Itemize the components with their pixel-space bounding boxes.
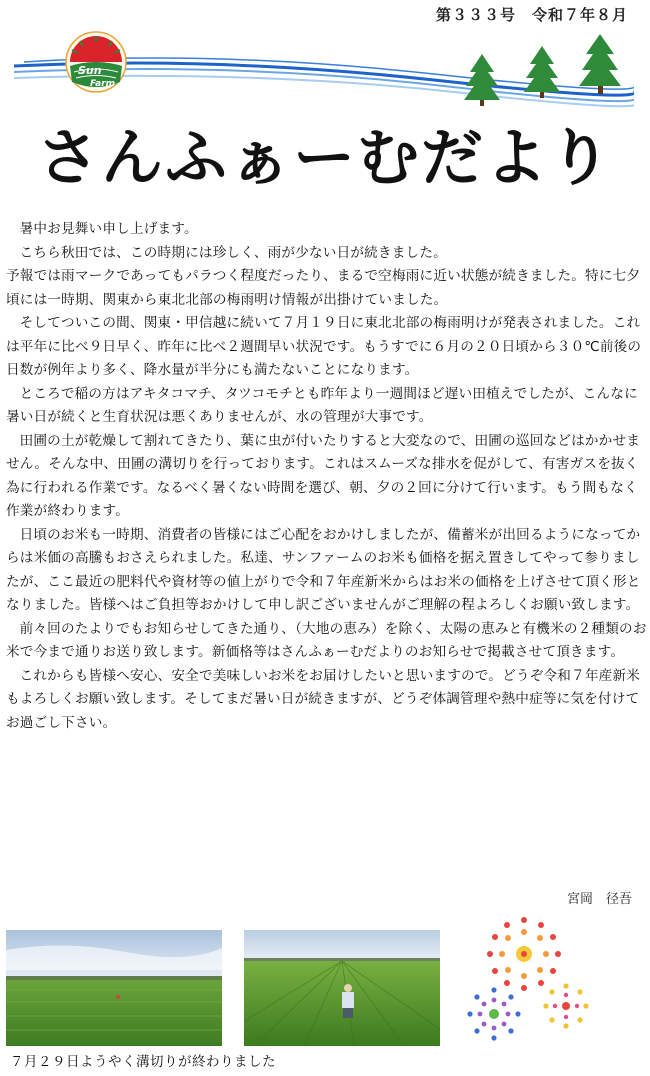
- header-band: [14, 28, 634, 108]
- logo-text-farm: Farm: [90, 79, 116, 89]
- body-text: [6, 218, 648, 735]
- issue-number-date: 第３３３号 令和７年８月: [435, 6, 628, 24]
- author-signature: 宮岡 径吾: [566, 892, 632, 907]
- paragraph: これからも皆様へ安心、安全で美味しいお米をお届けしたいと思いますので。どうぞ令和７年産新米もよろしくお願い致します。そしてまだ暑い日が続きますが、どうぞ体調管理や熱中症等に気を付けてお過ごし下さい。: [6, 667, 641, 731]
- paragraph: 前々回のたよりでもお知らせしてきた通り、（大地の恵み）を除く、太陽の恵みと有機米の２種類のお米で今まで通りお送り致します。新価格等はさんふぁーむだよりのお知らせで掲載させて頂きます。: [6, 620, 647, 660]
- farmer-in-field-photo: [244, 930, 440, 1046]
- photo-caption: ７月２９日ようやく溝切りが終わりました: [10, 1054, 276, 1070]
- paragraph: こちら秋田では、この時期には珍しく、雨が少ない日が続きました。: [19, 244, 447, 261]
- pine-tree-icon: [579, 34, 621, 94]
- paragraph: 田圃の土が乾燥して割れてきたり、葉に虫が付いたりすると大変なので、田圃の巡回などはかかせません。そんな中、田圃の溝切りを行っております。これはスムーズな排水を促がして、有害ガスを抜く為に行われる作業です。なるべく暑くない時間を選び、朝、夕の２回に分けて行います。もう間もなく作業が終わります。: [6, 432, 641, 519]
- paragraph: そしてついこの間、関東・甲信越に続いて７月１９日に東北北部の梅雨明けが発表されました。これは平年に比べ９日早く、昨年に比べ２週間早い状況です。もうすでに６月の２０日頃から３０℃前後の日数が例年より多く、降水量が半分にも満たないことになります。: [6, 315, 642, 378]
- newsletter-title: さんふぁーむだより: [36, 121, 613, 194]
- paragraph: 暑中お見舞い申し上げます。: [19, 221, 198, 237]
- paragraph: 予報では雨マークであってもパラつく程度だったり、まるで空梅雨に近い状態が続きました。特に七夕頃には一時期、関東から東北北部の梅雨明け情報が出掛けていました。: [6, 268, 641, 308]
- pine-tree-icon: [524, 46, 560, 98]
- paragraph: ところで稲の方はアキタコマチ、タツコモチとも昨年より一週間ほど遅い田植えでしたが、こんなに暑い日が続くと生育状況は悪くありませんが、水の管理が大事です。: [6, 385, 638, 425]
- fireworks-decoration-icon: [460, 910, 610, 1050]
- logo-text-sun: Sun: [78, 64, 102, 77]
- rice-field-photo: [6, 930, 222, 1046]
- paragraph: 日頃のお米も一時期、消費者の皆様にはご心配をおかけしましたが、備蓄米が出回るようになってからは米価の高騰もおさえられました。私達、サンファームのお米も価格を据え置きしてやって参りましたが、ここ最近の肥料代や資材等の値上がりで令和７年産新米からはお米の価格を上げさせて頂く形となりました。皆様へはご負担等おかけして申し訳ございませんがご理解の程よろしくお願い致します。: [6, 526, 641, 613]
